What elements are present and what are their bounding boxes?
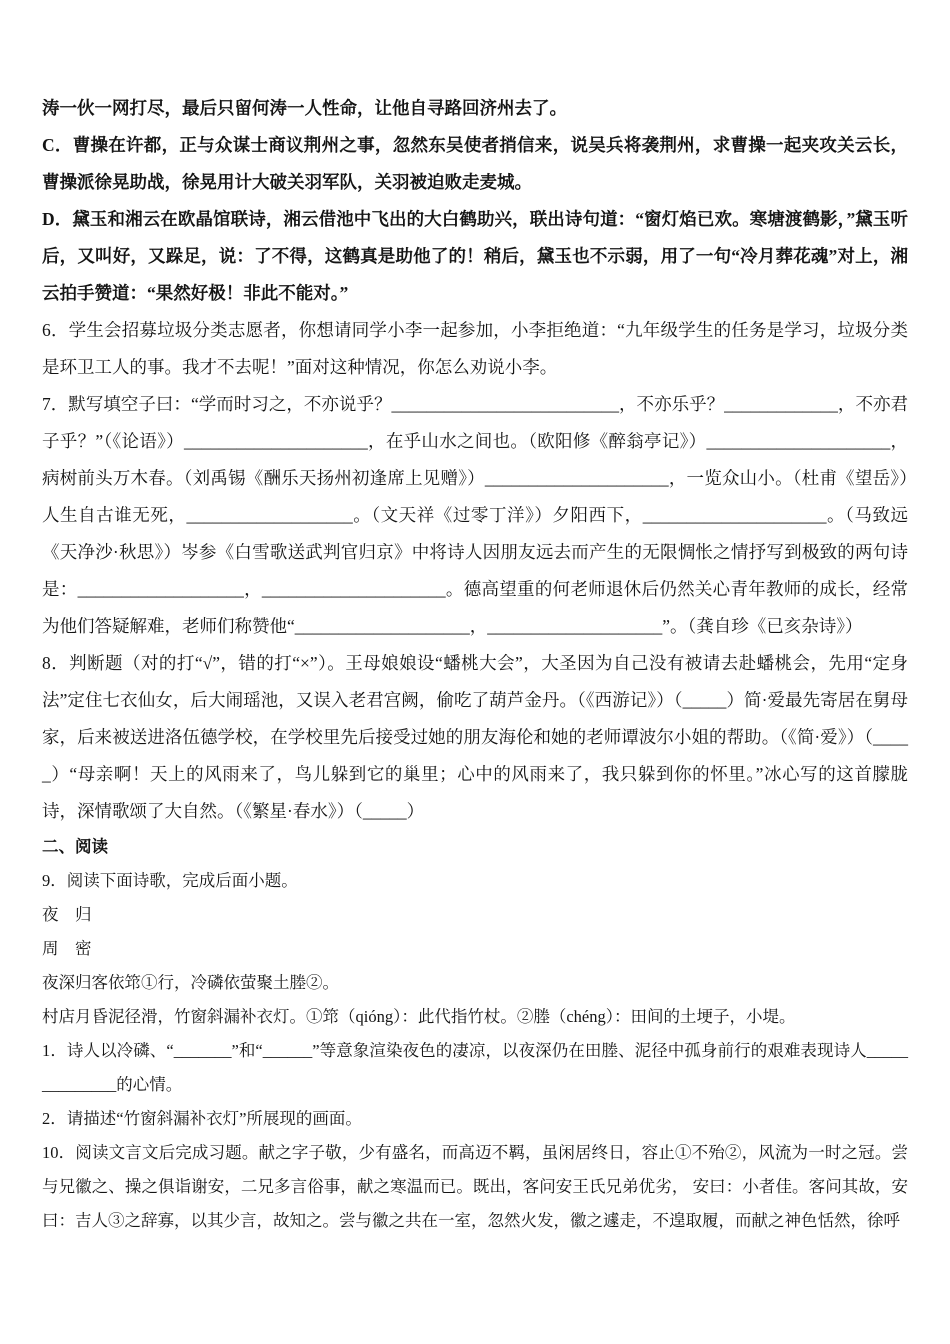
question-9-sub-1: 1．诗人以冷磷、“_______”和“______”等意象渲染夜色的凄凉，以夜深仍在田塍、泥径中孤身前行的艰难表现诗人______________的心情。 — [42, 1041, 908, 1094]
option-c: C．曹操在许都，正与众谋士商议荆州之事，忽然东吴使者捎信来，说吴兵将袭荆州，求曹操一起夹攻关云长，曹操派徐晃助战，徐晃用计大破关羽军队，关羽被迫败走麦城。 — [42, 135, 908, 192]
question-8-true-false: 8．判断题（对的打“√”，错的打“×”）。王母娘娘设“蟠桃大会”，大圣因为自己没有被请去赴蟠桃会，先用“定身法”定住七衣仙女，后大闹瑶池，又误入老君宫阙，偷吃了葫芦金丹。（《西游记》）（_____）简·爱最先寄居在舅母家，后来被送进洛伍德学校，在学校里先后接受过她的朋友海伦和她的老师谭波尔小姐的帮助。（《简·爱》）（_____）“母亲啊！天上的风雨来了，鸟儿躲到它的巢里；心中的风雨来了，我只躲到你的怀里。”冰心写的这首朦胧诗，深情歌颂了大自然。（《繁星·春水》）（_____） — [42, 653, 908, 821]
option-d: D．黛玉和湘云在欧晶馆联诗，湘云借池中飞出的大白鹤助兴，联出诗句道：“窗灯焰已欢。寒塘渡鹤影，”黛玉听后，又叫好，又跺足，说：了不得，这鹤真是助他了的！稍后，黛玉也不示弱，用了一句“冷月葬花魂”对上，湘云拍手赞道：“果然好极！非此不能对。” — [42, 209, 908, 303]
poem-line-2-and-notes: 村店月昏泥径滑，竹窗斜漏补衣灯。①筇（qióng）：此代指竹杖。②塍（chéng）：田间的土埂子，小堤。 — [42, 1007, 796, 1026]
poem-line-1: 夜深归客依筇①行，冷磷依萤聚土塍②。 — [42, 973, 339, 992]
question-7-dictation-fill-blanks: 7．默写填空子曰：“学而时习之，不亦说乎？__________________________，不亦乐乎？_____________，不亦君子乎？”（《论语》）_____________________，在乎山水之间也。（欧阳修《醉翁亭记》）_____________________，病树前头万木春。（刘禹锡《酬乐天扬州初逢席上见赠》）_____________________，一览众山小。（杜甫《望岳》）人生自古谁无死，___________________。（文天祥《过零丁洋》）夕阳西下，_____________________。（马致远《天净沙·秋思》）岑参《白雪歌送武判官归京》中将诗人因朋友远去而产生的无限惆怅之情抒写到极致的两句诗是：___________________，_____________________。德高望重的何老师退休后仍然关心青年教师的成长，经常为他们答疑解难，老师们称赞他“____________________，____________________”。（龚自珍《已亥杂诗》） — [42, 394, 908, 636]
novel-summary-continuation: 涛一伙一网打尽，最后只留何涛一人性命，让他自寻路回济州去了。 — [42, 98, 567, 118]
section-2-reading-header: 二、阅读 — [42, 837, 108, 856]
question-9-sub-2: 2．请描述“竹窗斜漏补衣灯”所展现的画面。 — [42, 1109, 362, 1128]
poem-author: 周 密 — [42, 939, 92, 958]
reading-section — [42, 830, 908, 1238]
question-10-classical-text: 10．阅读文言文后完成习题。献之字子敬，少有盛名，而高迈不羁，虽闲居终日，容止①不殆②，风流为一时之冠。尝与兄徽之、操之俱诣谢安，二兄多言俗事，献之寒温而已。既出，客问安王氏兄弟优劣， 安曰：小者佳。客问其故，安曰：吉人③之辞寡，以其少言，故知之。尝与徽之共在一室，忽然火发，徽之遽走，不遑取履，而献之神色恬然，徐呼 — [42, 1143, 908, 1230]
poem-title: 夜 归 — [42, 905, 92, 924]
question-6-persuasion: 6．学生会招募垃圾分类志愿者，你想请同学小李一起参加，小李拒绝道：“九年级学生的任务是学习，垃圾分类是环卫工人的事。我才不去呢！”面对这种情况，你怎么劝说小李。 — [42, 320, 908, 377]
question-9-intro: 9．阅读下面诗歌，完成后面小题。 — [42, 871, 298, 890]
